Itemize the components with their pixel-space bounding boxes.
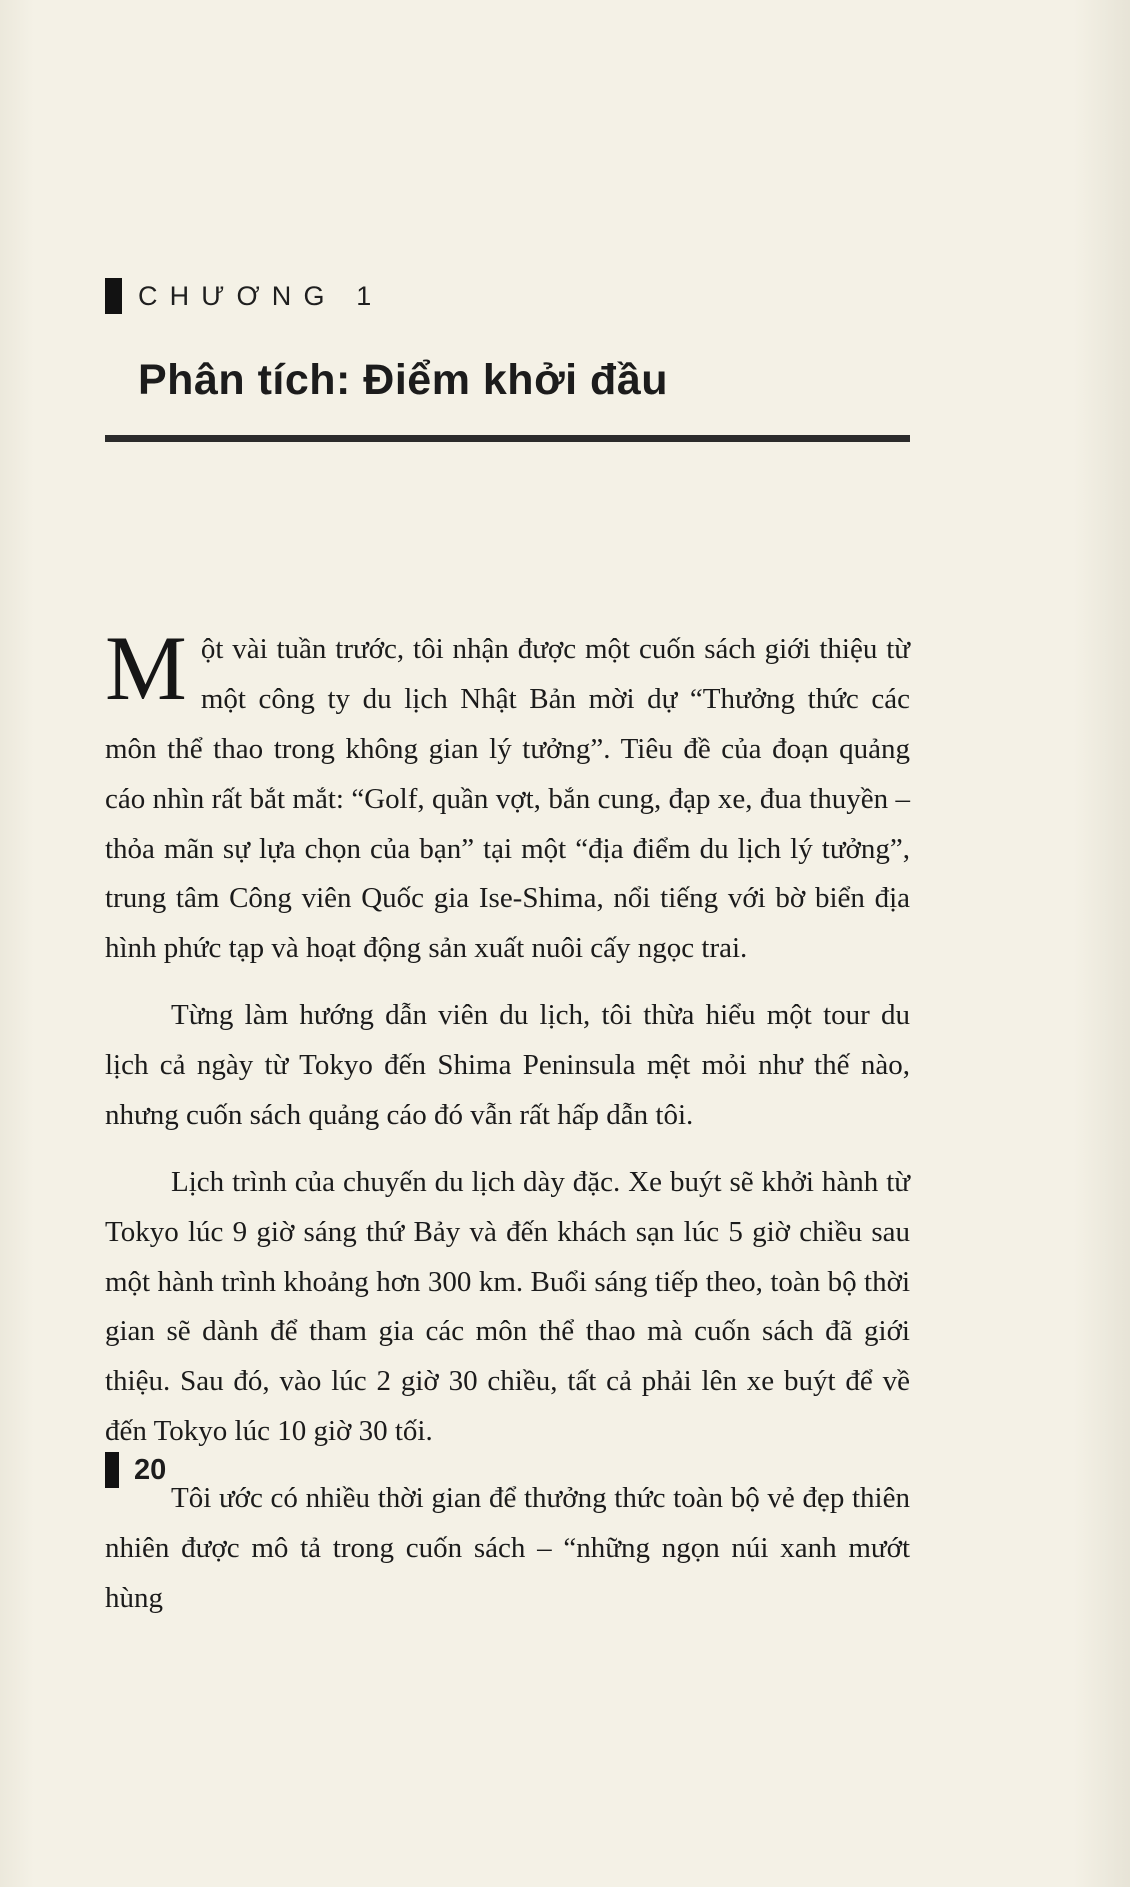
chapter-header <box>105 0 910 442</box>
paragraph-1 <box>105 617 910 974</box>
paragraph-4: Tôi ước có nhiều thời gian để thưởng thức toàn bộ vẻ đẹp thiên nhiên được mô tả trong cuốn sách – “những ngọn núi xanh mướt hùng <box>105 1482 910 1614</box>
footer-marker-bar <box>105 1452 119 1488</box>
paragraph-2: Từng làm hướng dẫn viên du lịch, tôi thừa hiểu một tour du lịch cả ngày từ Tokyo đến Shima Peninsula mệt mỏi như thế nào, nhưng cuốn sách quảng cáo đó vẫn rất hấp dẫn tôi. <box>105 999 910 1131</box>
page-footer <box>105 1452 166 1488</box>
page-number: 20 <box>134 1453 167 1486</box>
chapter-label: CHƯƠNG 1 <box>138 280 384 311</box>
paragraph-3: Lịch trình của chuyến du lịch dày đặc. Xe buýt sẽ khởi hành từ Tokyo lúc 9 giờ sáng thứ Bảy và đến khách sạn lúc 5 giờ chiều sau một hành trình khoảng hơn 300 km. Buổi sáng tiếp theo, toàn bộ thời gian sẽ dành để tham gia các môn thể thao mà cuốn sách đã giới thiệu. Sau đó, vào lúc 2 giờ 30 chiều, tất cả phải lên xe buýt để về đến Tokyo lúc 10 giờ 30 tối. <box>105 1165 910 1448</box>
dropcap-letter: M <box>105 617 187 719</box>
chapter-label-row <box>105 0 910 314</box>
chapter-title: Phân tích: Điểm khởi đầu <box>138 356 668 404</box>
title-rule <box>105 435 910 442</box>
body-text <box>105 617 910 1624</box>
chapter-marker-bar <box>105 278 122 314</box>
paragraph-1-text: ột vài tuần trước, tôi nhận được một cuốn sách giới thiệu từ một công ty du lịch Nhật Bản mời dự “Thưởng thức các môn thể thao trong không gian lý tưởng”. Tiêu đề của đoạn quảng cáo nhìn rất bắt mắt: “Golf, quần vợt, bắn cung, đạp xe, đua thuyền – thỏa mãn sự lựa chọn của bạn” tại một “địa điểm du lịch lý tưởng”, trung tâm Công viên Quốc gia Ise-Shima, nổi tiếng với bờ biển địa hình phức tạp và hoạt động sản xuất nuôi cấy ngọc trai. <box>105 633 910 965</box>
